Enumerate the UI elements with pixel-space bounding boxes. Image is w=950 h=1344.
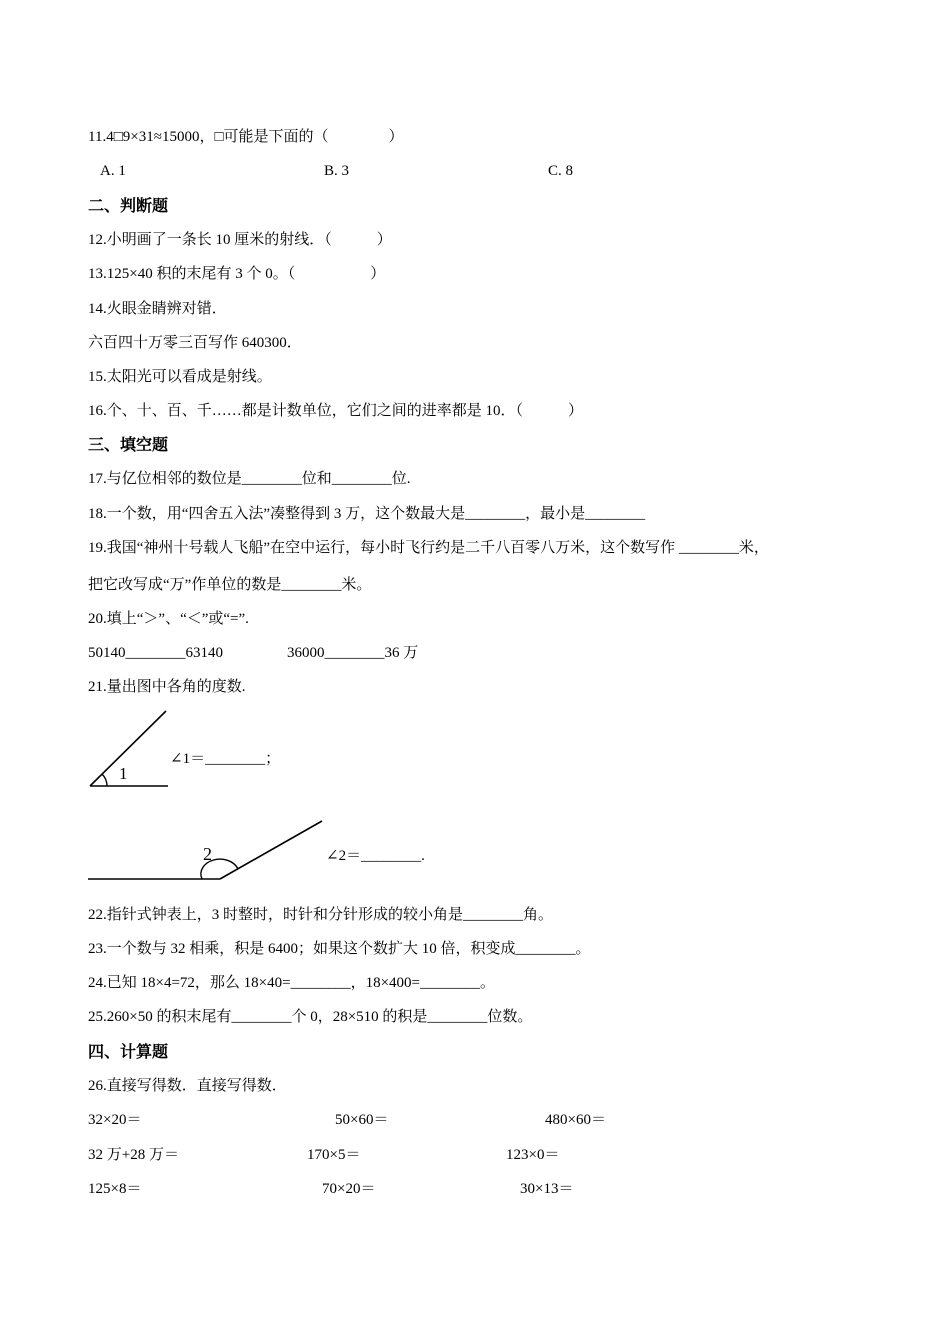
q23-text: 23.一个数与 32 相乘，积是 6400；如果这个数扩大 10 倍，积变成________。 bbox=[88, 941, 591, 957]
angle-1-figure bbox=[86, 708, 176, 792]
q13-text: 13.125×40 积的末尾有 3 个 0。（ ） bbox=[88, 266, 386, 282]
q20-item-2: 36000________36 万 bbox=[287, 645, 419, 661]
calc-cell: 30×13＝ bbox=[520, 1181, 574, 1197]
angle-1-mark: 1 bbox=[119, 764, 128, 783]
calc-cell: 123×0＝ bbox=[506, 1147, 560, 1163]
angle-2-answer: ∠2＝________. bbox=[326, 848, 425, 864]
angle-2-mark: 2 bbox=[203, 844, 212, 864]
calc-cell: 170×5＝ bbox=[307, 1147, 361, 1163]
angle-1-slanted-ray bbox=[90, 711, 166, 786]
q11-option-c: C. 8 bbox=[548, 163, 574, 179]
q11-option-b: B. 3 bbox=[324, 163, 350, 179]
section-heading-calculation: 四、计算题 bbox=[88, 1042, 169, 1061]
angle-2-figure bbox=[86, 818, 326, 884]
calc-cell: 125×8＝ bbox=[88, 1181, 142, 1197]
q11-stem: 11.4□9×31≈15000，□可能是下面的（ ） bbox=[88, 129, 404, 145]
q16-text: 16.个、十、百、千……都是计数单位，它们之间的进率都是 10．（ ） bbox=[88, 403, 584, 419]
q19-line2: 把它改写成“万”作单位的数是________米。 bbox=[88, 577, 372, 593]
q24-text: 24.已知 18×4=72，那么 18×40=________，18×400=________。 bbox=[88, 975, 496, 991]
q18-text: 18.一个数，用“四舍五入法”凑整得到 3 万，这个数最大是________，最小是________ bbox=[88, 506, 646, 522]
q26-text: 26.直接写得数．直接写得数． bbox=[88, 1078, 287, 1094]
calc-cell: 480×60＝ bbox=[545, 1112, 606, 1128]
q17-text: 17.与亿位相邻的数位是________位和________位. bbox=[88, 471, 411, 487]
calc-cell: 50×60＝ bbox=[335, 1112, 389, 1128]
angle-1-answer: ∠1＝________； bbox=[170, 751, 281, 767]
section-heading-judgement: 二、判断题 bbox=[88, 196, 169, 215]
q19-line1: 19.我国“神州十号载人飞船”在空中运行，每小时飞行约是二千八百零八万米，这个数写作 ________米， bbox=[88, 540, 769, 556]
q14-text: 14.火眼金睛辨对错． bbox=[88, 301, 227, 317]
q12-text: 12.小明画了一条长 10 厘米的射线．（ ） bbox=[88, 232, 392, 248]
section-heading-fill-blank: 三、填空题 bbox=[88, 435, 169, 454]
q21-text: 21.量出图中各角的度数. bbox=[88, 679, 246, 695]
q25-text: 25.260×50 的积末尾有________个 0，28×510 的积是________位数。 bbox=[88, 1009, 533, 1025]
angle-1-arc bbox=[102, 774, 107, 786]
angle-2-slanted-ray bbox=[220, 821, 322, 879]
q15-text: 15.太阳光可以看成是射线。 bbox=[88, 369, 272, 385]
calc-cell: 32 万+28 万＝ bbox=[88, 1147, 179, 1163]
q20-item-1: 50140________63140 bbox=[88, 645, 223, 661]
q14-statement: 六百四十万零三百写作 640300． bbox=[88, 335, 302, 351]
q22-text: 22.指针式钟表上，3 时整时，时针和分针形成的较小角是________角。 bbox=[88, 907, 554, 923]
q11-option-a: A. 1 bbox=[100, 163, 126, 179]
calc-cell: 32×20＝ bbox=[88, 1112, 142, 1128]
calc-cell: 70×20＝ bbox=[322, 1181, 376, 1197]
q20-text: 20.填上“＞”、“＜”或“=”. bbox=[88, 611, 249, 627]
